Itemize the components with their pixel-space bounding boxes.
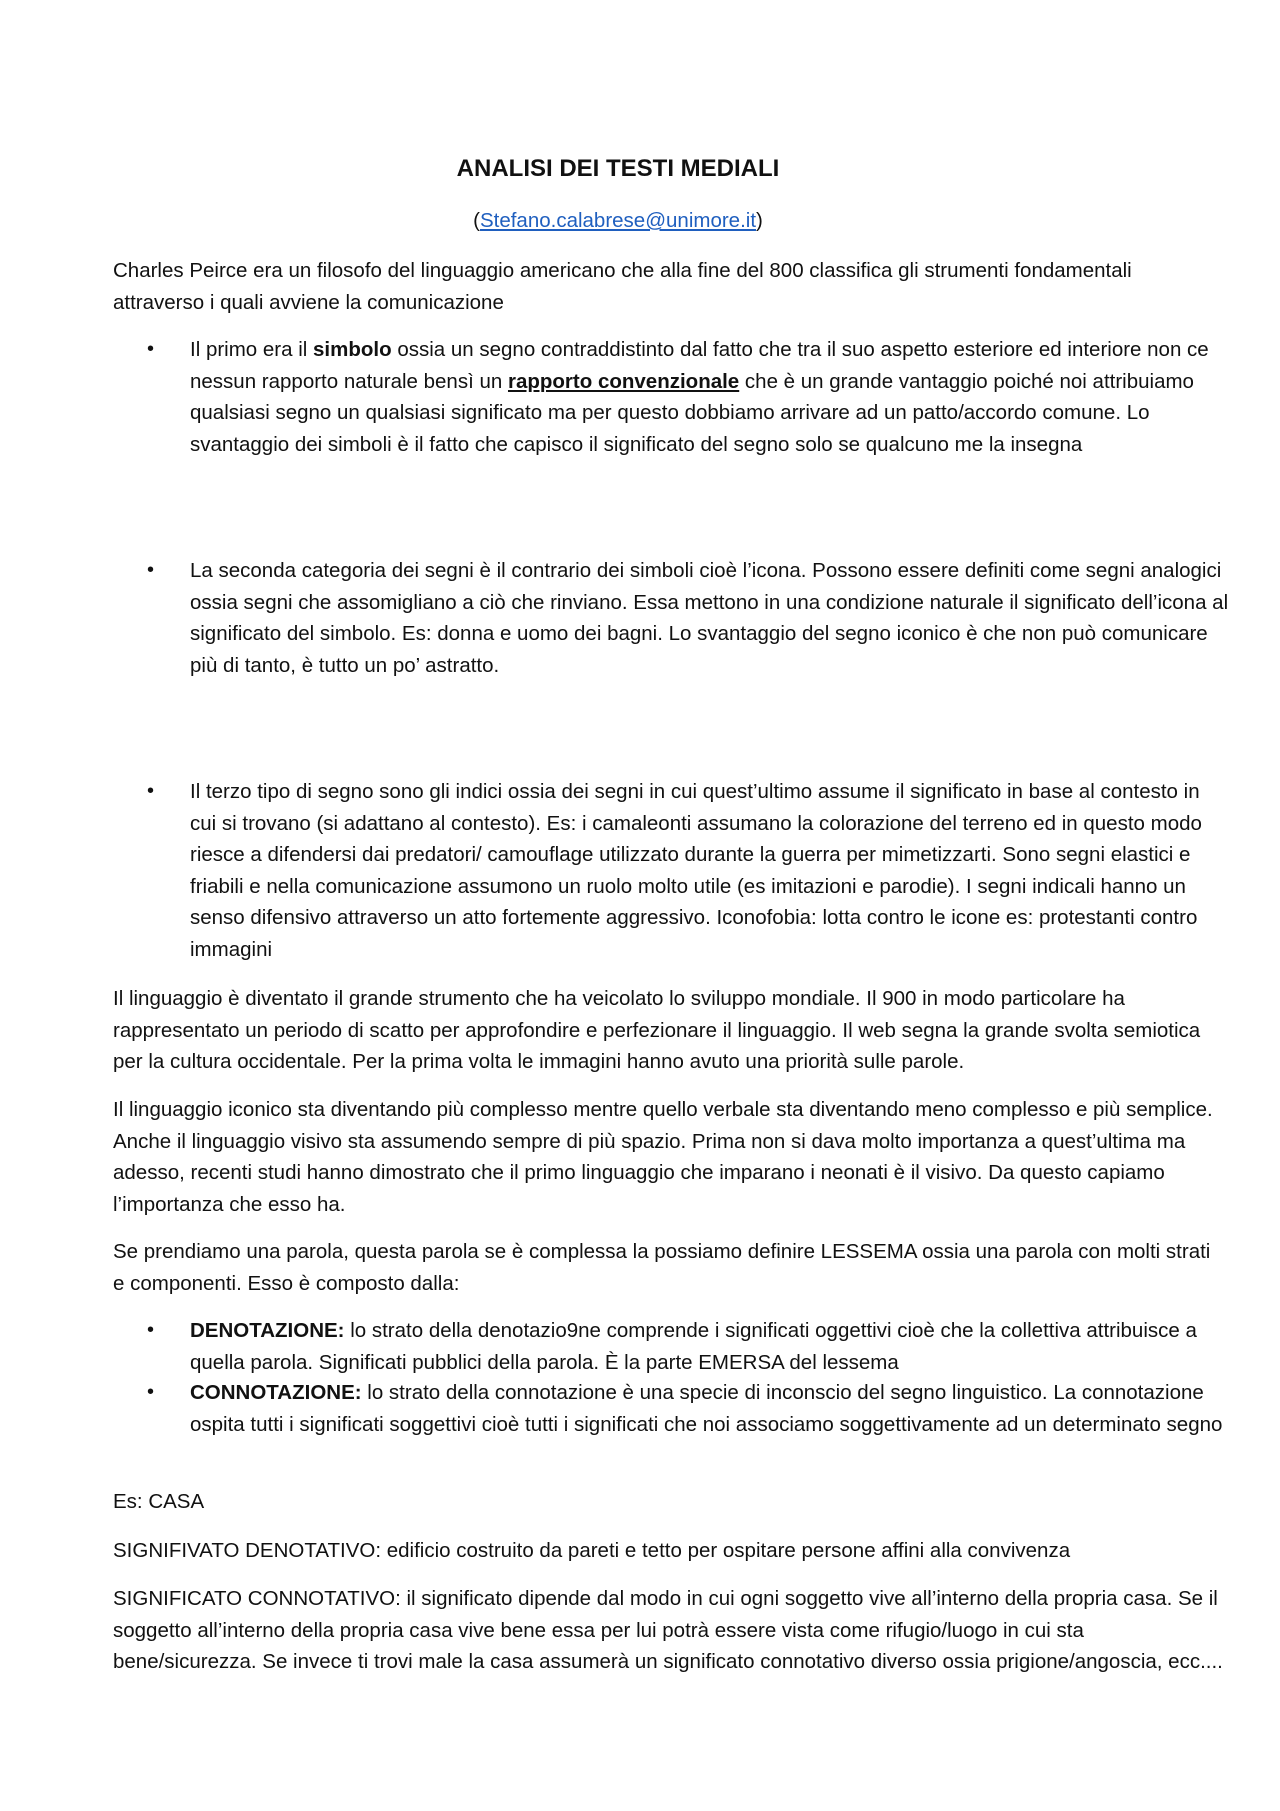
denotation-text: lo strato della denotazio9ne comprende i significati oggettivi cioè che la collettiva attribuisce a quella parola. Significati pubblici della parola. È la parte EMERSA del lessema [190,1319,1197,1374]
conventional-relation-term: rapporto convenzionale [507,369,740,393]
document-title: ANALISI DEI TESTI MEDIALI [456,155,780,182]
index-sign-text: Il terzo tipo di segno sono gli indici ossia dei segni in cui quest’ultimo assume il significato in base al contesto in cui si trovano (si adattano al contesto). Es: i camaleonti assumano la colorazione del terreno ed in questo modo riesce a difendersi dai predatori/ camouflage utilizzato durante la guerra per mimetizzarti. Sono segni elastici e friabili e nella comunicazione assumono un ruolo molto utile (es imitazioni e parodie). I segni indicali hanno un senso difensivo attraverso un atto fortemente aggressivo. Iconofobia: lotta contro le icone es: protestanti contro immagini [190,780,1202,961]
bullet-dot-icon: • [147,338,155,360]
list-item-index [147,776,1230,965]
connotation-text: lo strato della connotazione è una specie di inconscio del segno linguistico. La connotazione ospita tutti i significati soggettivi cioè tutti i significati che noi associamo soggettivamente ad un determinato segno [190,1381,1223,1436]
connotative-meaning: SIGNIFICATO CONNOTATIVO: il significato dipende dal modo in cui ogni soggetto vive all’interno della propria casa. Se il soggetto all’interno della propria casa vive bene essa per lui potrà essere vista come rifugio/luogo in cui sta bene/sicurezza. Se invece ti trovi male la casa assumerà un significato connotativo diverso ossia prigione/angoscia, ecc.... [113,1587,1223,1673]
bullet-dot-icon: • [147,1319,155,1341]
denotation-term: DENOTAZIONE: [190,1319,345,1342]
list-item-icon [147,555,1230,681]
example-line: Es: CASA [113,1490,205,1513]
intro-paragraph: Charles Peirce era un filosofo del linguaggio americano che alla fine del 800 classifica gli strumenti fondamentali attraverso i quali avviene la comunicazione [113,259,1132,314]
list-item-connotation [147,1377,1230,1440]
iconic-paragraph: Il linguaggio iconico sta diventando più complesso mentre quello verbale sta diventando meno complesso e più semplice. Anche il linguaggio visivo sta assumendo sempre di più spazio. Prima non si dava molto importanza a quest’ultima ma adesso, recenti studi hanno dimostrato che il primo linguaggio che imparano i neonati è il visivo. Da questo capiamo l’importanza che esso ha. [113,1098,1213,1216]
connotation-term: CONNOTAZIONE: [190,1381,362,1404]
symbol-text-2: ossia un segno contraddistinto dal fatto che tra il suo aspetto esteriore ed interiore non ce nessun rapporto naturale bensì un [190,338,1209,393]
web-paragraph: Il linguaggio è diventato il grande strumento che ha veicolato lo sviluppo mondiale. Il 900 in modo particolare ha rappresentato un periodo di scatto per approfondire e perfezionare il linguaggio. Il web segna la grande svolta semiotica per la cultura occidentale. Per la prima volta le immagini hanno avuto una priorità sulle parole. [113,987,1201,1073]
denotative-meaning: SIGNIFIVATO DENOTATIVO: edificio costruito da pareti e tetto per ospitare persone affini alla convivenza [113,1539,1071,1562]
symbol-term: simbolo [313,338,392,361]
email-paren-open: ( [473,209,480,232]
list-item-denotation [147,1315,1230,1378]
symbol-text-1: Il primo era il [190,338,314,361]
email-line [0,205,1236,237]
symbol-text-3: che è un grande vantaggio poiché noi attribuiamo qualsiasi segno un qualsiasi significato ma per questo dobbiamo arrivare ad un patto/accordo comune. Lo svantaggio dei simboli è il fatto che capisco il significato del segno solo se qualcuno me la insegna [190,369,1194,456]
bullet-dot-icon: • [147,780,155,802]
email-paren-close: ) [756,209,763,232]
bullet-dot-icon: • [147,559,155,581]
list-item-symbol [147,334,1230,460]
lessema-paragraph: Se prendiamo una parola, questa parola se è complessa la possiamo definire LESSEMA ossia una parola con molti strati e componenti. Esso è composto dalla: [113,1240,1211,1295]
icon-sign-text: La seconda categoria dei segni è il contrario dei simboli cioè l’icona. Possono essere definiti come segni analogici ossia segni che assomigliano a ciò che rinviano. Essa mettono in una condizione naturale il significato dell’icona al significato del simbolo. Es: donna e uomo dei bagni. Lo svantaggio del segno iconico è che non può comunicare più di tanto, è tutto un po’ astratto. [190,559,1229,677]
email-link[interactable]: Stefano.calabrese@unimore.it [479,209,757,232]
bullet-dot-icon: • [147,1381,155,1403]
